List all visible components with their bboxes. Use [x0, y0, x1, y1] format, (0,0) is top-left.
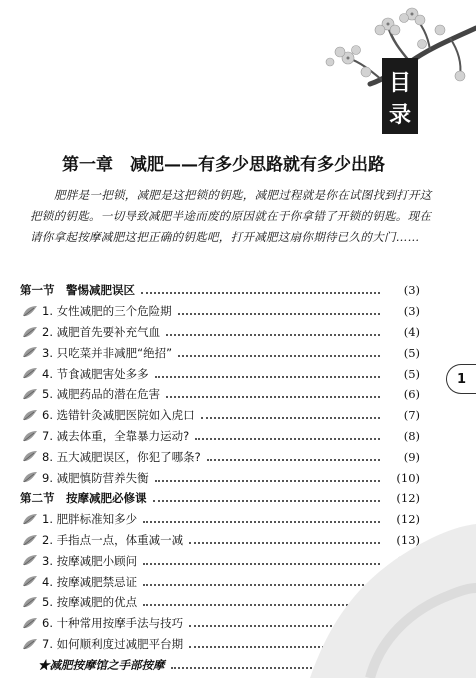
lotus-leaf-icon: [22, 637, 38, 651]
chapter-title: 第一章 减肥——有多少思路就有多少出路: [62, 155, 385, 175]
toc-entry-label: 3. 按摩减肥小顾问: [42, 553, 138, 568]
toc-leader-dots: [155, 480, 380, 482]
lotus-leaf-icon: [22, 449, 38, 463]
toc-page-ref: (12): [396, 491, 420, 506]
contents-header-tab: [382, 58, 418, 134]
toc-entry-label: 6. 十种常用按摩手法与技巧: [42, 616, 184, 631]
toc-leader-dots: [178, 355, 380, 357]
contents-header-char-1: 目: [388, 71, 411, 96]
toc-leader-dots: [195, 438, 380, 440]
watermark-graphic: [300, 500, 476, 678]
page-number: 1: [456, 371, 467, 387]
toc-page-ref: (9): [403, 449, 420, 464]
toc-leader-dots: [207, 459, 380, 461]
toc-page-ref: (7): [403, 408, 420, 423]
toc-page-ref: (13): [396, 532, 420, 547]
toc-page-ref: (8): [403, 428, 420, 443]
lotus-leaf-icon: [22, 366, 38, 380]
toc-leader-dots: [155, 376, 380, 378]
toc-leader-dots: [141, 292, 380, 294]
toc-page-ref: (10): [396, 470, 420, 485]
toc-entry-label: 6. 选错针灸减肥医院如入虎口: [42, 408, 195, 423]
toc-page-ref: (4): [403, 324, 420, 339]
toc-entry-label: 8. 五大减肥误区，你犯了哪条?: [42, 449, 201, 464]
toc-page-ref: (12): [396, 512, 420, 527]
lotus-leaf-icon: [22, 616, 38, 630]
lotus-leaf-icon: [22, 512, 38, 526]
toc-entry-label: ★减肥按摩馆之手部按摩: [38, 657, 165, 672]
toc-entry-label: 2. 手指点一点，体重减一减: [42, 532, 184, 547]
toc-item-row: [20, 301, 420, 322]
lotus-leaf-icon: [22, 408, 38, 422]
toc-entry-label: 1. 肥胖标准知多少: [42, 512, 138, 527]
toc-item-row: [20, 446, 420, 467]
toc-item-row: [20, 426, 420, 447]
toc-leader-dots: [201, 417, 380, 419]
toc-entry-label: 4. 节食减肥害处多多: [42, 366, 149, 381]
toc-entry-label: 第二节 按摩减肥必修课: [20, 491, 147, 506]
toc-entry-label: 7. 如何顺利度过减肥平台期: [42, 636, 184, 651]
toc-page-ref: (3): [403, 283, 420, 298]
toc-page-ref: (3): [403, 304, 420, 319]
toc-entry-label: 9. 减肥慎防营养失衡: [42, 470, 149, 485]
toc-page-ref: (5): [403, 366, 420, 381]
lotus-leaf-icon: [22, 595, 38, 609]
toc-leader-dots: [166, 334, 380, 336]
toc-entry-label: 2. 减肥首先要补充气血: [42, 324, 161, 339]
lotus-leaf-icon: [22, 387, 38, 401]
toc-leader-dots: [166, 396, 380, 398]
lotus-leaf-icon: [22, 574, 38, 588]
toc-item-row: [20, 384, 420, 405]
toc-item-row: [20, 405, 420, 426]
lotus-leaf-icon: [22, 325, 38, 339]
lotus-leaf-icon: [22, 345, 38, 359]
toc-item-row: [20, 363, 420, 384]
contents-header-char-2: 录: [388, 103, 411, 128]
toc-item-row: [20, 342, 420, 363]
toc-entry-label: 5. 减肥药品的潜在危害: [42, 387, 161, 402]
toc-entry-label: 7. 减去体重，全靠暴力运动?: [42, 428, 190, 443]
lotus-leaf-icon: [22, 553, 38, 567]
toc-entry-label: 5. 按摩减肥的优点: [42, 595, 138, 610]
toc-entry-label: 1. 女性减肥的三个危险期: [42, 304, 172, 319]
chapter-intro: 肥胖是一把锁，减肥是这把锁的钥匙，减肥过程就是你在试图找到打开这把锁的钥匙。一切导致减肥半途而废的原因就在于你拿错了开锁的钥匙。现在请你拿起按摩减肥这把正确的钥匙吧，打开减肥这扇你期待已久的大门……: [30, 188, 432, 244]
toc-item-row: [20, 322, 420, 343]
lotus-leaf-icon: [22, 533, 38, 547]
toc-page-ref: (6): [403, 387, 420, 402]
page-number-tab: [446, 364, 476, 394]
toc-entry-label: 4. 按摩减肥禁忌证: [42, 574, 138, 589]
toc-leader-dots: [178, 313, 380, 315]
toc-entry-label: 3. 只吃菜并非减肥“绝招”: [42, 345, 173, 360]
toc-entry-label: 第一节 警惕减肥误区: [20, 283, 135, 298]
toc-item-row: [20, 467, 420, 488]
toc-page-ref: (5): [403, 345, 420, 360]
lotus-leaf-icon: [22, 304, 38, 318]
lotus-leaf-icon: [22, 429, 38, 443]
toc-section-row: [20, 280, 420, 301]
lotus-leaf-icon: [22, 470, 38, 484]
